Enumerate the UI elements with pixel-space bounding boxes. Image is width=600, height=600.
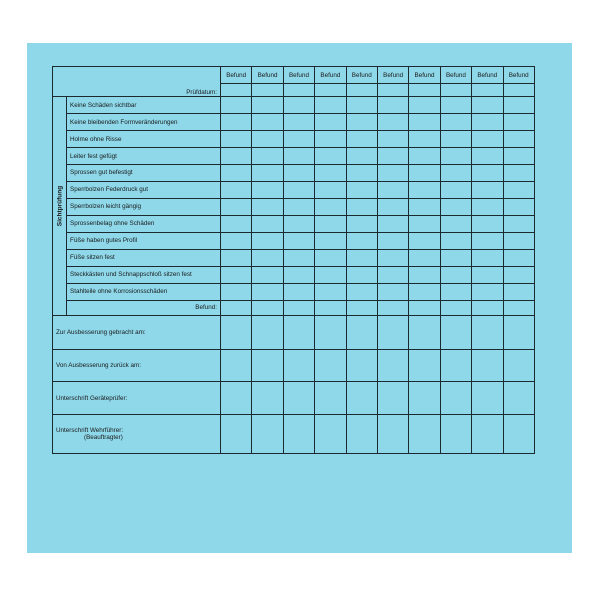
befund-cell[interactable] [346,300,377,315]
check-item-row [53,266,535,283]
ausbesserung-gebracht-cell[interactable] [440,315,471,349]
check-item-cell[interactable] [440,215,471,232]
check-item-cell[interactable] [315,97,346,114]
ausbesserung-zurueck-cell[interactable] [346,349,377,381]
unterschrift-wehrfuehrer-cell[interactable] [252,415,283,454]
check-item-cell[interactable] [346,148,377,165]
check-item-cell[interactable] [440,97,471,114]
check-item-cell[interactable] [283,97,314,114]
befund-cell[interactable] [409,300,440,315]
unterschrift-pruefer-cell[interactable] [472,382,503,415]
check-item-cell[interactable] [283,198,314,215]
check-item-cell[interactable] [440,283,471,300]
check-item-cell[interactable] [252,114,283,131]
check-item-cell[interactable] [472,165,503,182]
ausbesserung-zurueck-cell[interactable] [503,349,534,381]
check-item-cell[interactable] [440,165,471,182]
check-item-cell[interactable] [472,283,503,300]
unterschrift-pruefer-cell[interactable] [440,382,471,415]
ausbesserung-zurueck-cell[interactable] [472,349,503,381]
ausbesserung-gebracht-label: Zur Ausbesserung gebracht am: [53,315,221,349]
befund-column-header: Befund [315,67,346,84]
befund-column-header: Befund [252,67,283,84]
check-item-cell[interactable] [409,131,440,148]
check-item-cell[interactable] [346,198,377,215]
check-item-cell[interactable] [315,131,346,148]
check-item-cell[interactable] [377,97,408,114]
check-item-cell[interactable] [377,215,408,232]
check-item-cell[interactable] [472,232,503,249]
ausbesserung-gebracht-cell[interactable] [283,315,314,349]
pruefdatum-cell[interactable] [472,84,503,97]
unterschrift-pruefer-row [53,382,535,415]
unterschrift-pruefer-cell[interactable] [503,382,534,415]
check-item-cell[interactable] [472,266,503,283]
check-item-cell[interactable] [503,198,534,215]
check-item-cell[interactable] [409,198,440,215]
befund-cell[interactable] [377,300,408,315]
ausbesserung-gebracht-cell[interactable] [315,315,346,349]
unterschrift-wehrfuehrer-cell[interactable] [315,415,346,454]
check-item-row [53,131,535,148]
check-item-cell[interactable] [315,232,346,249]
check-item-cell[interactable] [409,215,440,232]
check-item-cell[interactable] [503,165,534,182]
check-item-cell[interactable] [440,249,471,266]
check-item-cell[interactable] [472,97,503,114]
ausbesserung-zurueck-cell[interactable] [377,349,408,381]
check-item-cell[interactable] [503,131,534,148]
befund-column-header: Befund [346,67,377,84]
check-item-row [53,114,535,131]
check-item-cell[interactable] [472,181,503,198]
ausbesserung-zurueck-label: Von Ausbesserung zurück am: [53,349,221,381]
befund-row [53,300,535,315]
ausbesserung-gebracht-cell[interactable] [221,315,252,349]
pruefdatum-cell[interactable] [440,84,471,97]
befund-cell[interactable] [503,300,534,315]
check-item-cell[interactable] [252,97,283,114]
check-item-cell[interactable] [440,198,471,215]
check-item-cell[interactable] [440,114,471,131]
check-item-label: Keine Schäden sichtbar [67,97,221,114]
check-item-cell[interactable] [503,181,534,198]
check-item-cell[interactable] [252,131,283,148]
check-item-cell[interactable] [346,232,377,249]
check-item-label: Sprossen gut befestigt [67,165,221,182]
check-item-cell[interactable] [503,266,534,283]
check-item-cell[interactable] [315,283,346,300]
unterschrift-wehrfuehrer-cell[interactable] [503,415,534,454]
check-item-cell[interactable] [221,148,252,165]
check-item-cell[interactable] [221,131,252,148]
check-item-row [53,165,535,182]
befund-cell[interactable] [221,300,252,315]
befund-column-header: Befund [440,67,471,84]
check-item-cell[interactable] [409,114,440,131]
sichtpruefung-label: Sichtprüfung [56,185,63,227]
check-item-cell[interactable] [377,198,408,215]
ausbesserung-gebracht-cell[interactable] [409,315,440,349]
check-item-cell[interactable] [283,215,314,232]
check-item-cell[interactable] [221,97,252,114]
check-item-cell[interactable] [472,148,503,165]
check-item-cell[interactable] [315,114,346,131]
check-item-cell[interactable] [409,148,440,165]
check-item-cell[interactable] [346,114,377,131]
check-item-cell[interactable] [346,249,377,266]
check-item-cell[interactable] [221,198,252,215]
check-item-cell[interactable] [283,148,314,165]
check-item-row [53,97,535,114]
check-item-cell[interactable] [252,232,283,249]
check-item-cell[interactable] [377,232,408,249]
ausbesserung-zurueck-cell[interactable] [409,349,440,381]
check-item-cell[interactable] [409,249,440,266]
befund-cell[interactable] [252,300,283,315]
check-item-cell[interactable] [221,181,252,198]
check-item-cell[interactable] [221,266,252,283]
check-item-cell[interactable] [346,181,377,198]
check-item-label: Stahlteile ohne Korrosionsschäden [67,283,221,300]
befund-column-header: Befund [409,67,440,84]
pruefdatum-cell[interactable] [346,84,377,97]
unterschrift-pruefer-cell[interactable] [346,382,377,415]
pruefdatum-cell[interactable] [503,84,534,97]
check-item-label: Füße sitzen fest [67,249,221,266]
check-item-cell[interactable] [252,198,283,215]
check-item-row [53,215,535,232]
check-item-label: Keine bleibenden Formveränderungen [67,114,221,131]
check-item-cell[interactable] [315,198,346,215]
check-item-cell[interactable] [283,283,314,300]
check-item-label: Sperrbolzen leicht gängig [67,198,221,215]
check-item-cell[interactable] [283,114,314,131]
check-item-cell[interactable] [440,266,471,283]
check-item-cell[interactable] [315,181,346,198]
check-item-cell[interactable] [346,97,377,114]
check-item-cell[interactable] [503,114,534,131]
check-item-cell[interactable] [503,148,534,165]
check-item-cell[interactable] [315,148,346,165]
check-item-row [53,181,535,198]
check-item-row [53,148,535,165]
check-item-cell[interactable] [221,114,252,131]
check-item-cell[interactable] [221,165,252,182]
pruefdatum-cell[interactable] [377,84,408,97]
check-item-cell[interactable] [252,215,283,232]
pruefdatum-label: Prüfdatum: [53,67,221,97]
check-item-cell[interactable] [377,181,408,198]
check-item-cell[interactable] [409,181,440,198]
check-item-row [53,232,535,249]
check-item-cell[interactable] [503,97,534,114]
pruefdatum-cell[interactable] [315,84,346,97]
check-item-cell[interactable] [283,249,314,266]
check-item-label: Leiter fest gefügt [67,148,221,165]
unterschrift-wehrfuehrer-cell[interactable] [409,415,440,454]
befund-label: Befund: [67,300,221,315]
unterschrift-pruefer-cell[interactable] [315,382,346,415]
ausbesserung-zurueck-cell[interactable] [221,349,252,381]
check-item-cell[interactable] [472,249,503,266]
check-item-cell[interactable] [377,266,408,283]
check-item-cell[interactable] [252,181,283,198]
check-item-cell[interactable] [221,283,252,300]
check-item-cell[interactable] [252,249,283,266]
ausbesserung-zurueck-row [53,349,535,381]
check-item-cell[interactable] [377,165,408,182]
check-item-cell[interactable] [377,249,408,266]
check-item-cell[interactable] [283,165,314,182]
check-item-cell[interactable] [283,131,314,148]
ausbesserung-gebracht-cell[interactable] [472,315,503,349]
check-item-label: Füße haben gutes Profil [67,232,221,249]
ausbesserung-gebracht-cell[interactable] [252,315,283,349]
befund-column-header: Befund [221,67,252,84]
check-item-row [53,198,535,215]
check-item-cell[interactable] [409,283,440,300]
pruefdatum-cell[interactable] [252,84,283,97]
check-item-cell[interactable] [503,232,534,249]
unterschrift-wehrfuehrer-label [53,415,221,454]
check-item-cell[interactable] [440,131,471,148]
pruefdatum-cell[interactable] [221,84,252,97]
check-item-cell[interactable] [472,215,503,232]
check-item-cell[interactable] [283,181,314,198]
check-item-cell[interactable] [503,249,534,266]
pruefdatum-cell[interactable] [409,84,440,97]
check-item-cell[interactable] [503,283,534,300]
check-item-label: Steckkästen und Schnappschloß sitzen fest [67,266,221,283]
ausbesserung-gebracht-cell[interactable] [503,315,534,349]
ausbesserung-gebracht-cell[interactable] [346,315,377,349]
check-item-cell[interactable] [221,232,252,249]
unterschrift-pruefer-cell[interactable] [283,382,314,415]
check-item-cell[interactable] [315,249,346,266]
check-item-cell[interactable] [377,283,408,300]
unterschrift-pruefer-label: Unterschrift Geräteprüfer: [53,382,221,415]
unterschrift-wehrfuehrer-cell[interactable] [221,415,252,454]
unterschrift-wehrfuehrer-cell[interactable] [472,415,503,454]
check-item-cell[interactable] [252,283,283,300]
check-item-label: Holme ohne Risse [67,131,221,148]
ausbesserung-gebracht-row [53,315,535,349]
sichtpruefung-section [53,97,67,315]
check-item-cell[interactable] [252,266,283,283]
check-item-cell[interactable] [221,249,252,266]
befund-column-header: Befund [283,67,314,84]
check-item-cell[interactable] [315,266,346,283]
befund-cell[interactable] [283,300,314,315]
header-row [53,67,535,84]
unterschrift-pruefer-cell[interactable] [377,382,408,415]
check-item-cell[interactable] [346,131,377,148]
inspection-form-table [52,66,535,454]
unterschrift-wehrfuehrer-row [53,415,535,454]
check-item-cell[interactable] [252,148,283,165]
ausbesserung-zurueck-cell[interactable] [252,349,283,381]
check-item-cell[interactable] [440,232,471,249]
check-item-label: Sprossenbelag ohne Schäden [67,215,221,232]
check-item-cell[interactable] [440,181,471,198]
befund-cell[interactable] [440,300,471,315]
ausbesserung-zurueck-cell[interactable] [283,349,314,381]
check-item-cell[interactable] [377,131,408,148]
check-item-row [53,249,535,266]
check-item-cell[interactable] [346,266,377,283]
check-item-cell[interactable] [409,97,440,114]
check-item-cell[interactable] [440,148,471,165]
unterschrift-wehrfuehrer-cell[interactable] [377,415,408,454]
check-item-cell[interactable] [346,283,377,300]
beauftragter-label: (Beauftragter) [84,434,123,442]
pruefdatum-cell[interactable] [283,84,314,97]
check-item-cell[interactable] [346,215,377,232]
unterschrift-wehrfuehrer-cell[interactable] [283,415,314,454]
befund-cell[interactable] [472,300,503,315]
ausbesserung-zurueck-cell[interactable] [440,349,471,381]
befund-column-header: Befund [472,67,503,84]
befund-column-header: Befund [377,67,408,84]
check-item-cell[interactable] [377,114,408,131]
check-item-cell[interactable] [315,165,346,182]
unterschrift-wehrfuehrer-text: Unterschrift Wehrführer: [56,427,124,435]
check-item-cell[interactable] [409,165,440,182]
check-item-cell[interactable] [472,114,503,131]
ausbesserung-zurueck-cell[interactable] [315,349,346,381]
check-item-cell[interactable] [283,232,314,249]
check-item-cell[interactable] [503,215,534,232]
check-item-cell[interactable] [409,266,440,283]
check-item-cell[interactable] [472,198,503,215]
unterschrift-wehrfuehrer-cell[interactable] [346,415,377,454]
befund-column-header: Befund [503,67,534,84]
check-item-cell[interactable] [409,232,440,249]
check-item-label: Sperrbolzen Federdruck gut [67,181,221,198]
check-item-cell[interactable] [472,131,503,148]
check-item-cell[interactable] [252,165,283,182]
unterschrift-pruefer-cell[interactable] [409,382,440,415]
unterschrift-pruefer-cell[interactable] [252,382,283,415]
check-item-cell[interactable] [283,266,314,283]
check-item-cell[interactable] [221,215,252,232]
befund-cell[interactable] [315,300,346,315]
check-item-cell[interactable] [377,148,408,165]
check-item-cell[interactable] [315,215,346,232]
check-item-row [53,283,535,300]
unterschrift-wehrfuehrer-cell[interactable] [440,415,471,454]
unterschrift-pruefer-cell[interactable] [221,382,252,415]
ausbesserung-gebracht-cell[interactable] [377,315,408,349]
check-item-cell[interactable] [346,165,377,182]
